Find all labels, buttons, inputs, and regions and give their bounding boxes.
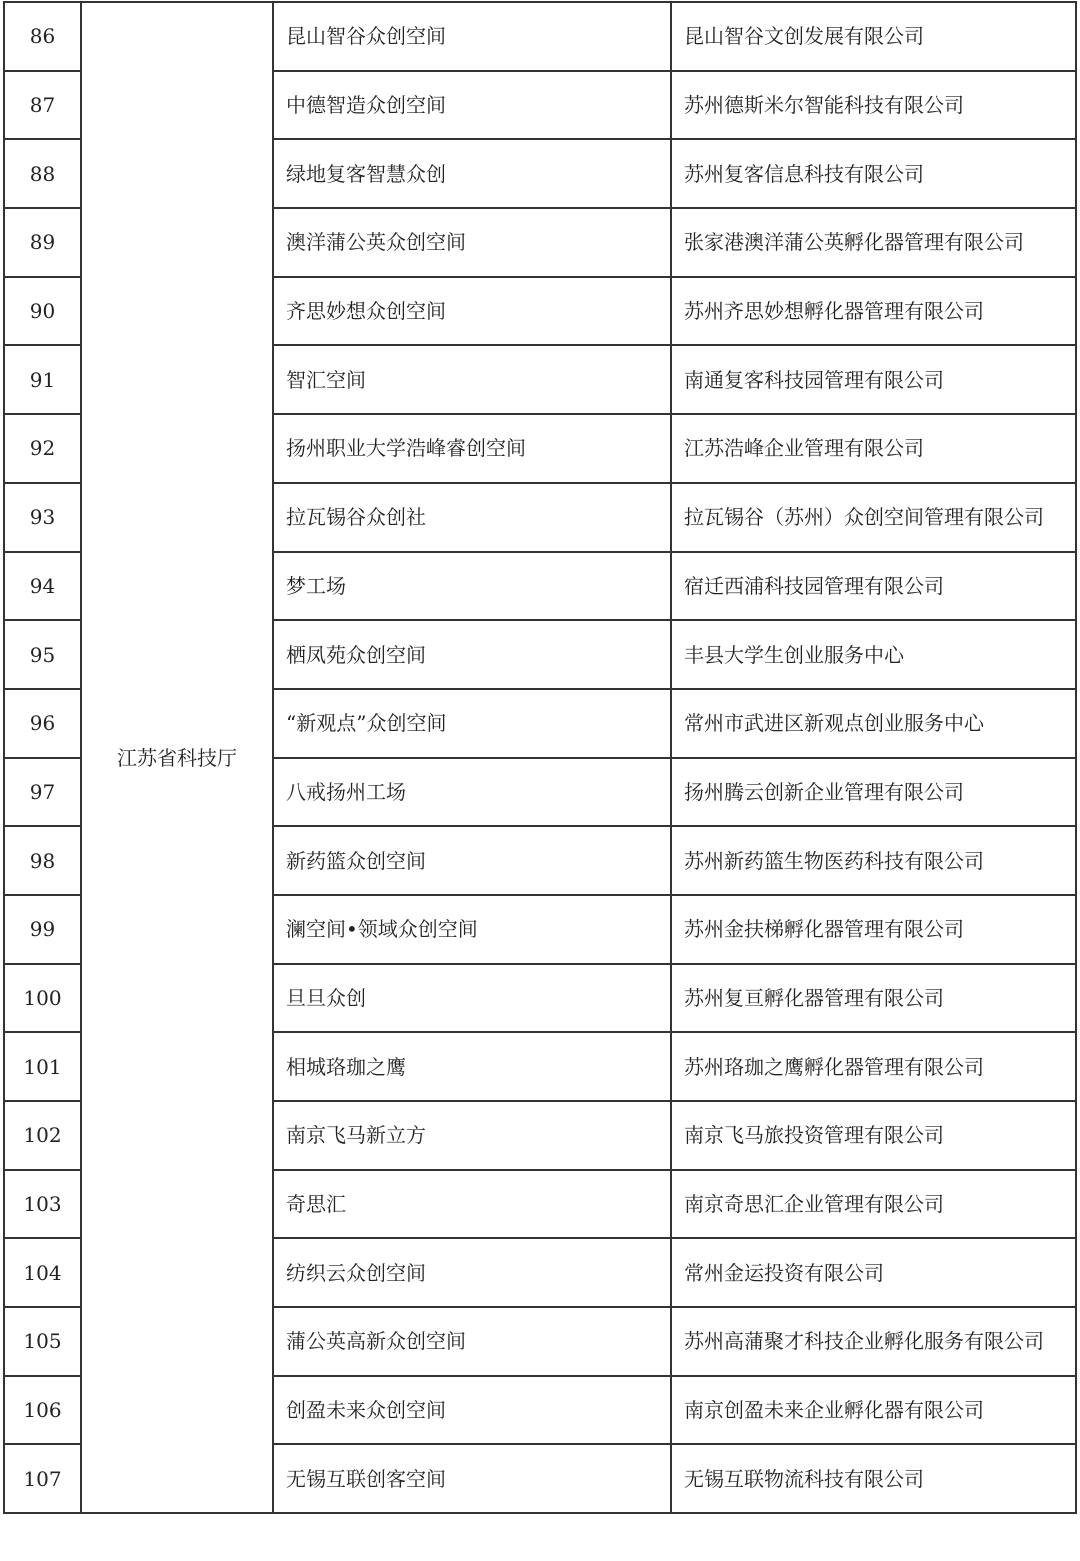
space-name: “新观点”众创空间 bbox=[273, 689, 671, 758]
space-name: 拉瓦锡谷众创社 bbox=[273, 483, 671, 552]
table-body bbox=[4, 2, 1076, 1513]
space-name: 智汇空间 bbox=[273, 345, 671, 414]
row-number: 94 bbox=[4, 552, 81, 621]
space-name: 栖凤苑众创空间 bbox=[273, 620, 671, 689]
row-number: 103 bbox=[4, 1170, 81, 1239]
operator-name: 苏州珞珈之鹰孵化器管理有限公司 bbox=[671, 1032, 1076, 1101]
table-row bbox=[4, 2, 1076, 71]
operator-name: 常州市武进区新观点创业服务中心 bbox=[671, 689, 1076, 758]
organizer-cell: 江苏省科技厅 bbox=[81, 2, 273, 1513]
space-name: 创盈未来众创空间 bbox=[273, 1376, 671, 1445]
operator-name: 扬州腾云创新企业管理有限公司 bbox=[671, 758, 1076, 827]
row-number: 92 bbox=[4, 414, 81, 483]
row-number: 89 bbox=[4, 208, 81, 277]
row-number: 90 bbox=[4, 277, 81, 346]
row-number: 107 bbox=[4, 1444, 81, 1513]
space-name: 扬州职业大学浩峰睿创空间 bbox=[273, 414, 671, 483]
operator-name: 苏州金扶梯孵化器管理有限公司 bbox=[671, 895, 1076, 964]
space-name: 旦旦众创 bbox=[273, 964, 671, 1033]
space-name: 澳洋蒲公英众创空间 bbox=[273, 208, 671, 277]
operator-name: 南京奇思汇企业管理有限公司 bbox=[671, 1170, 1076, 1239]
space-name: 无锡互联创客空间 bbox=[273, 1444, 671, 1513]
operator-name: 苏州齐思妙想孵化器管理有限公司 bbox=[671, 277, 1076, 346]
space-name: 中德智造众创空间 bbox=[273, 71, 671, 140]
row-number: 106 bbox=[4, 1376, 81, 1445]
row-number: 96 bbox=[4, 689, 81, 758]
space-name: 南京飞马新立方 bbox=[273, 1101, 671, 1170]
space-name: 昆山智谷众创空间 bbox=[273, 2, 671, 71]
space-name: 蒲公英高新众创空间 bbox=[273, 1307, 671, 1376]
row-number: 87 bbox=[4, 71, 81, 140]
space-name: 澜空间•领域众创空间 bbox=[273, 895, 671, 964]
maker-space-table bbox=[3, 1, 1077, 1514]
space-name: 相城珞珈之鹰 bbox=[273, 1032, 671, 1101]
operator-name: 丰县大学生创业服务中心 bbox=[671, 620, 1076, 689]
row-number: 86 bbox=[4, 2, 81, 71]
operator-name: 昆山智谷文创发展有限公司 bbox=[671, 2, 1076, 71]
operator-name: 南京创盈未来企业孵化器有限公司 bbox=[671, 1376, 1076, 1445]
row-number: 101 bbox=[4, 1032, 81, 1101]
row-number: 104 bbox=[4, 1238, 81, 1307]
operator-name: 常州金运投资有限公司 bbox=[671, 1238, 1076, 1307]
operator-name: 苏州高蒲聚才科技企业孵化服务有限公司 bbox=[671, 1307, 1076, 1376]
space-name: 八戒扬州工场 bbox=[273, 758, 671, 827]
operator-name: 南通复客科技园管理有限公司 bbox=[671, 345, 1076, 414]
operator-name: 江苏浩峰企业管理有限公司 bbox=[671, 414, 1076, 483]
operator-name: 苏州德斯米尔智能科技有限公司 bbox=[671, 71, 1076, 140]
row-number: 105 bbox=[4, 1307, 81, 1376]
operator-name: 宿迁西浦科技园管理有限公司 bbox=[671, 552, 1076, 621]
operator-name: 苏州复客信息科技有限公司 bbox=[671, 139, 1076, 208]
operator-name: 苏州新药篮生物医药科技有限公司 bbox=[671, 826, 1076, 895]
row-number: 88 bbox=[4, 139, 81, 208]
operator-name: 无锡互联物流科技有限公司 bbox=[671, 1444, 1076, 1513]
operator-name: 拉瓦锡谷（苏州）众创空间管理有限公司 bbox=[671, 483, 1076, 552]
row-number: 91 bbox=[4, 345, 81, 414]
row-number: 95 bbox=[4, 620, 81, 689]
space-name: 奇思汇 bbox=[273, 1170, 671, 1239]
operator-name: 张家港澳洋蒲公英孵化器管理有限公司 bbox=[671, 208, 1076, 277]
operator-name: 苏州复亘孵化器管理有限公司 bbox=[671, 964, 1076, 1033]
space-name: 纺织云众创空间 bbox=[273, 1238, 671, 1307]
row-number: 98 bbox=[4, 826, 81, 895]
row-number: 102 bbox=[4, 1101, 81, 1170]
space-name: 绿地复客智慧众创 bbox=[273, 139, 671, 208]
space-name: 梦工场 bbox=[273, 552, 671, 621]
row-number: 93 bbox=[4, 483, 81, 552]
row-number: 97 bbox=[4, 758, 81, 827]
space-name: 新药篮众创空间 bbox=[273, 826, 671, 895]
row-number: 99 bbox=[4, 895, 81, 964]
row-number: 100 bbox=[4, 964, 81, 1033]
operator-name: 南京飞马旅投资管理有限公司 bbox=[671, 1101, 1076, 1170]
space-name: 齐思妙想众创空间 bbox=[273, 277, 671, 346]
